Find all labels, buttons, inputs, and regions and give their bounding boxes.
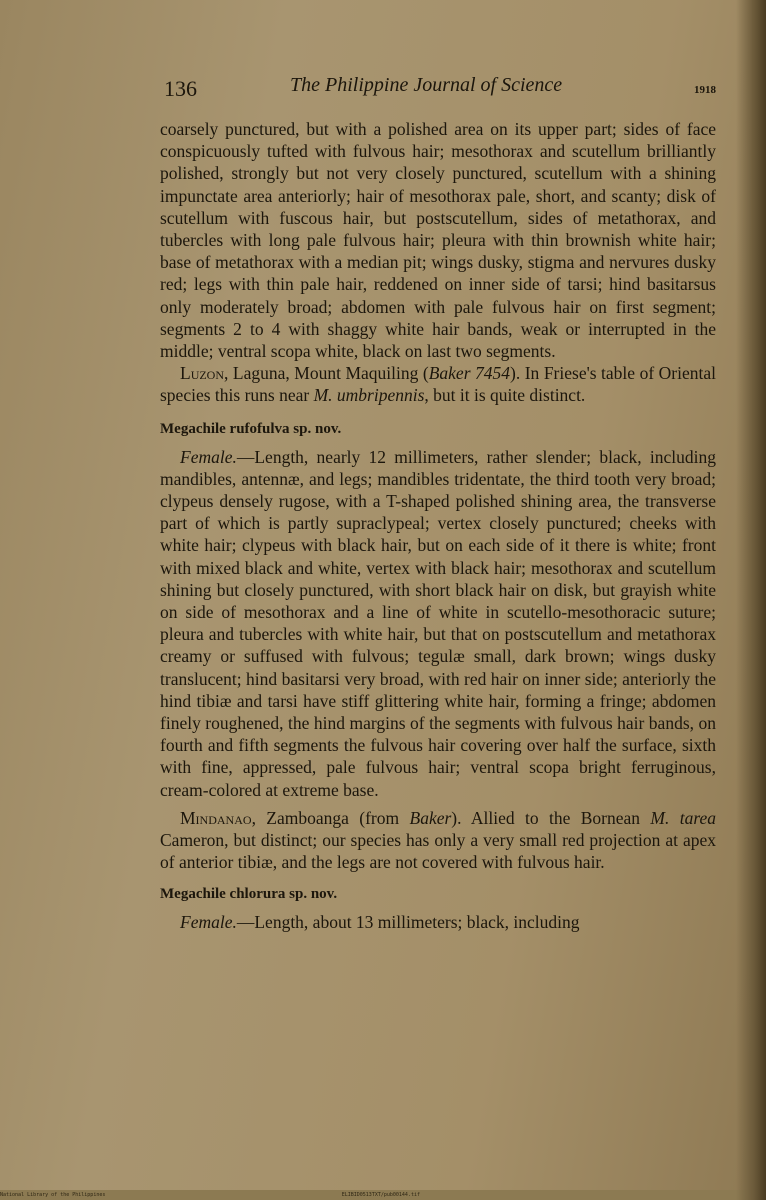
sex-label: Female. [180, 911, 237, 932]
paragraph-continued-description: coarsely punctured, but with a polished area on its upper part; sides of face conspicuously tufted with fulvous hair; mesothorax and scutellum brilliantly polished, strongly but not very closely punctured, scutellum with a shining impunctate area anteriorly; hair of mesothorax pale, short, and scanty; disk of scutellum with fuscous hair, but postscutellum, sides of metathorax, and tubercles with long pale fulvous hair; pleura with thin brownish white hair; base of metathorax with a median pit; wings dusky, stigma and nervures dusky red; legs with thin pale hair, reddened on inner side of tarsi; hind basitarsus only moderately broad; abdomen with pale fulvous hair on first segment; segments 2 to 4 with shaggy white hair bands, weak or interrupted in the middle; ventral scopa white, black on last two segments. [160, 119, 716, 362]
text-run: , but it is quite distinct. [424, 385, 586, 406]
paragraph-species-description [160, 446, 716, 801]
collector-ref: Baker 7454 [428, 363, 511, 384]
collector-ref: Baker [409, 807, 452, 828]
species-reference: M. umbripennis [313, 385, 425, 406]
locality-name: Mindanao [180, 807, 252, 828]
species-heading: Megachile chlorura sp. nov. [160, 885, 338, 902]
paragraph-locality-mindanao [160, 807, 716, 874]
page-number: 136 [164, 76, 197, 101]
paragraph-locality-luzon [160, 362, 716, 406]
sex-label: Female. [180, 446, 237, 467]
description-text: —Length, nearly 12 millimeters, rather slender; black, including mandibles, antennæ, and legs; mandibles tridentate, the third tooth very broad; clypeus densely rugose, with a T-shaped polished shining area, the transverse part of which is partly supraclypeal; vertex closely punctured; cheeks with white hair; clypeus with black hair, but on each side of it there is white; front with mixed black and white, vertex with black hair; mesothorax and scutellum shining but closely punctured, with short black hair on disk, but grayish white on side of mesothorax and a line of white in scutello-mesothoracic suture; pleura and tubercles with white hair, but that on postscutellum and metathorax creamy or suffused with fulvous; tegulæ small, dark brown; wings dusky translucent; hind basitarsi very broad, with red hair on inner side; anteriorly the hind tibiæ and tarsi have stiff glittering white hair, forming a fringe; abdomen finely roughened, the hind margins of the segments with fulvous hair bands, on fourth and fifth segments the fulvous hair covering over half the surface, sixth with fine, appressed, pale fulvous hair; ventral scopa bright ferruginous, cream-colored at extreme base. [160, 446, 716, 800]
text-run: ). In Friese's table of Oriental species this runs near [160, 363, 716, 406]
species-reference: M. tarea [650, 807, 716, 828]
text-run: , Laguna, Mount Maquiling ( [224, 363, 429, 384]
text-run: , Zamboanga (from [251, 807, 410, 828]
volume-year: 1918 [694, 84, 716, 96]
description-text: —Length, about 13 millimeters; black, including [236, 911, 580, 932]
running-header [160, 72, 716, 118]
text-run: ). Allied to the Bornean [451, 807, 651, 828]
paragraph-species-description [160, 911, 716, 933]
scan-footer [0, 1192, 420, 1198]
locality-name: Luzon [180, 363, 225, 384]
book-spine-shadow [736, 0, 766, 1200]
journal-title: The Philippine Journal of Science [290, 74, 563, 96]
text-run: Cameron, but distinct; our species has only a very small red projection at apex of anterior tibiæ, and the legs are not covered with fulvous hair. [160, 830, 716, 873]
library-credit: National Library of the Philippines [0, 1192, 106, 1198]
text-column [160, 72, 716, 933]
species-heading: Megachile rufofulva sp. nov. [160, 420, 342, 437]
file-reference: ELIBID0513TXT/pub00144.tif [341, 1192, 420, 1198]
